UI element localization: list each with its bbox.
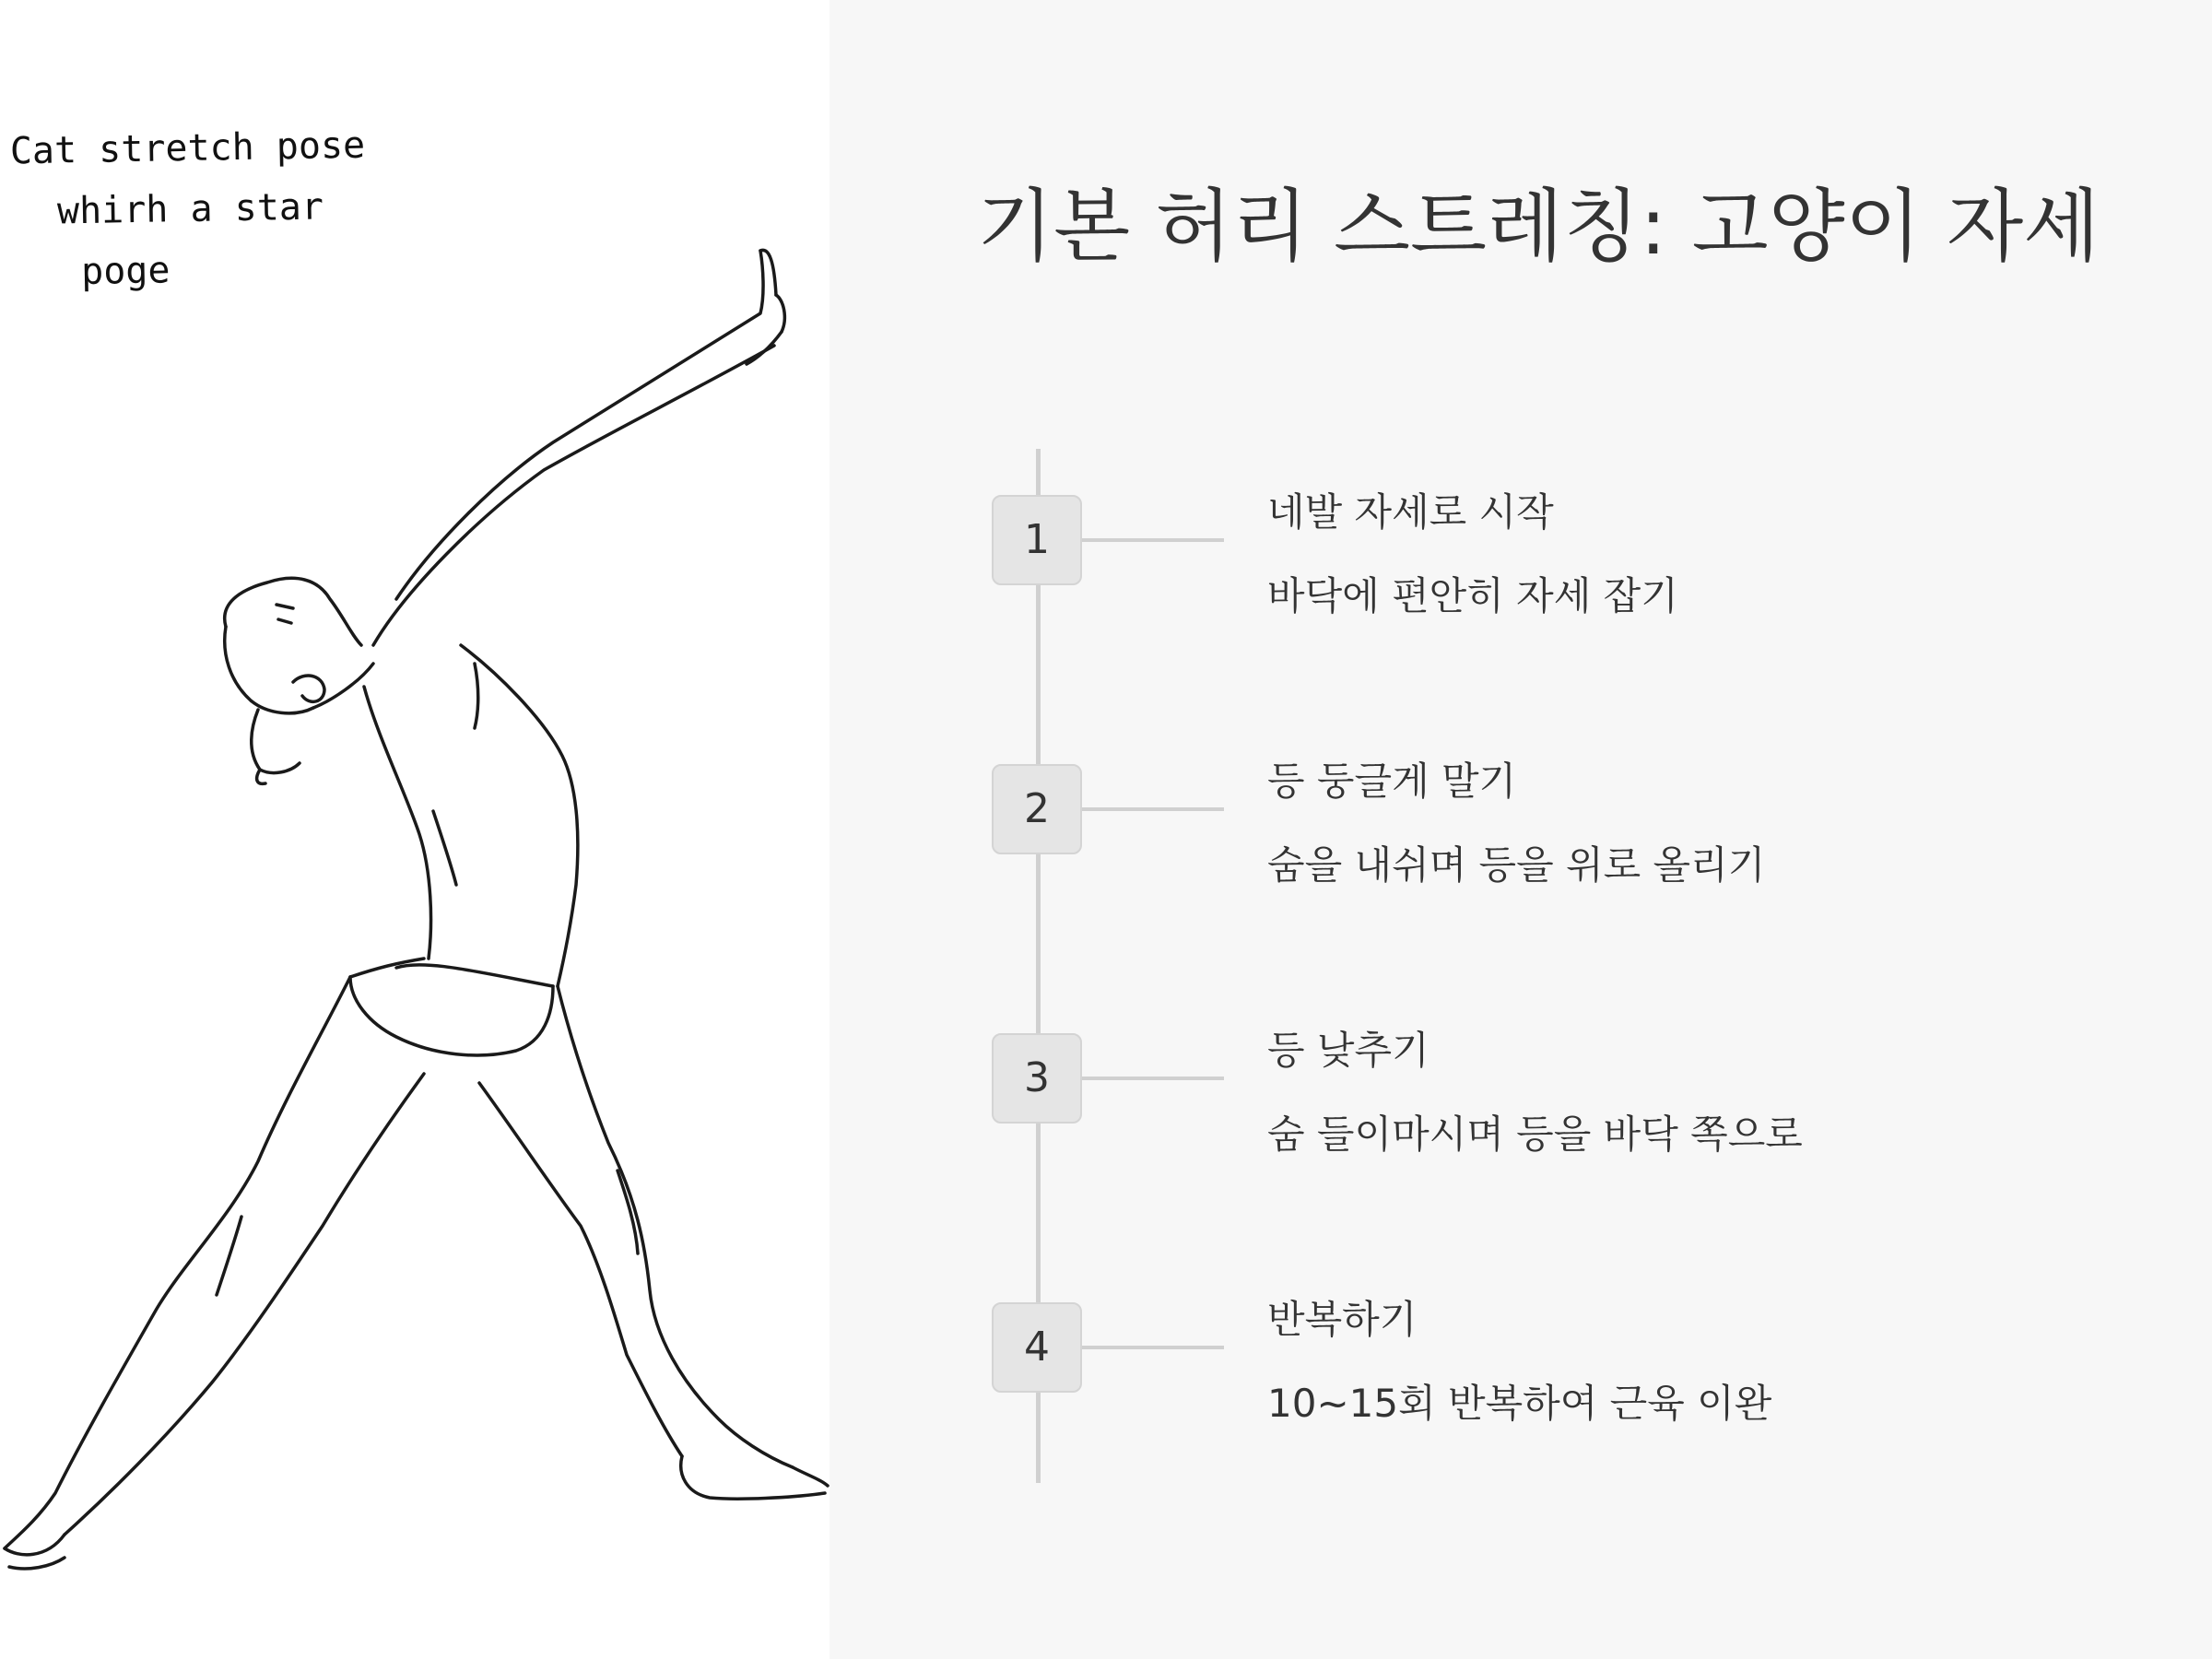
step-description: 10~15회 반복하여 근육 이완: [1267, 1381, 1772, 1426]
caption-line: poge: [80, 249, 171, 294]
step-connector: [1082, 807, 1224, 811]
handwritten-caption: [9, 115, 368, 304]
step-number-badge: 4: [992, 1302, 1082, 1393]
caption-line: Cat stretch pose: [9, 124, 366, 173]
step-description: 숨 들이마시며 등을 바닥 쪽으로: [1267, 1112, 1803, 1157]
step-title: 네발 자세로 시작: [1267, 489, 1554, 535]
step-connector: [1082, 1346, 1224, 1349]
step-connector: [1082, 538, 1224, 542]
step-description: 바닥에 편안히 자세 잡기: [1267, 573, 1678, 618]
illustration-panel: [0, 0, 830, 1659]
step-number-badge: 3: [992, 1033, 1082, 1124]
page-title: 기본 허리 스트레칭: 고양이 자세: [977, 181, 2100, 273]
step-title: 등 둥글게 말기: [1267, 759, 1517, 804]
step-title: 등 낮추기: [1267, 1028, 1430, 1073]
step-number-badge: 1: [992, 495, 1082, 585]
step-connector: [1082, 1077, 1224, 1080]
caption-line: whirh a star: [56, 185, 324, 233]
step-number-badge: 2: [992, 764, 1082, 854]
content-panel: [830, 0, 2212, 1659]
step-description: 숨을 내쉬며 등을 위로 올리기: [1267, 842, 1766, 888]
step-title: 반복하기: [1267, 1297, 1418, 1342]
